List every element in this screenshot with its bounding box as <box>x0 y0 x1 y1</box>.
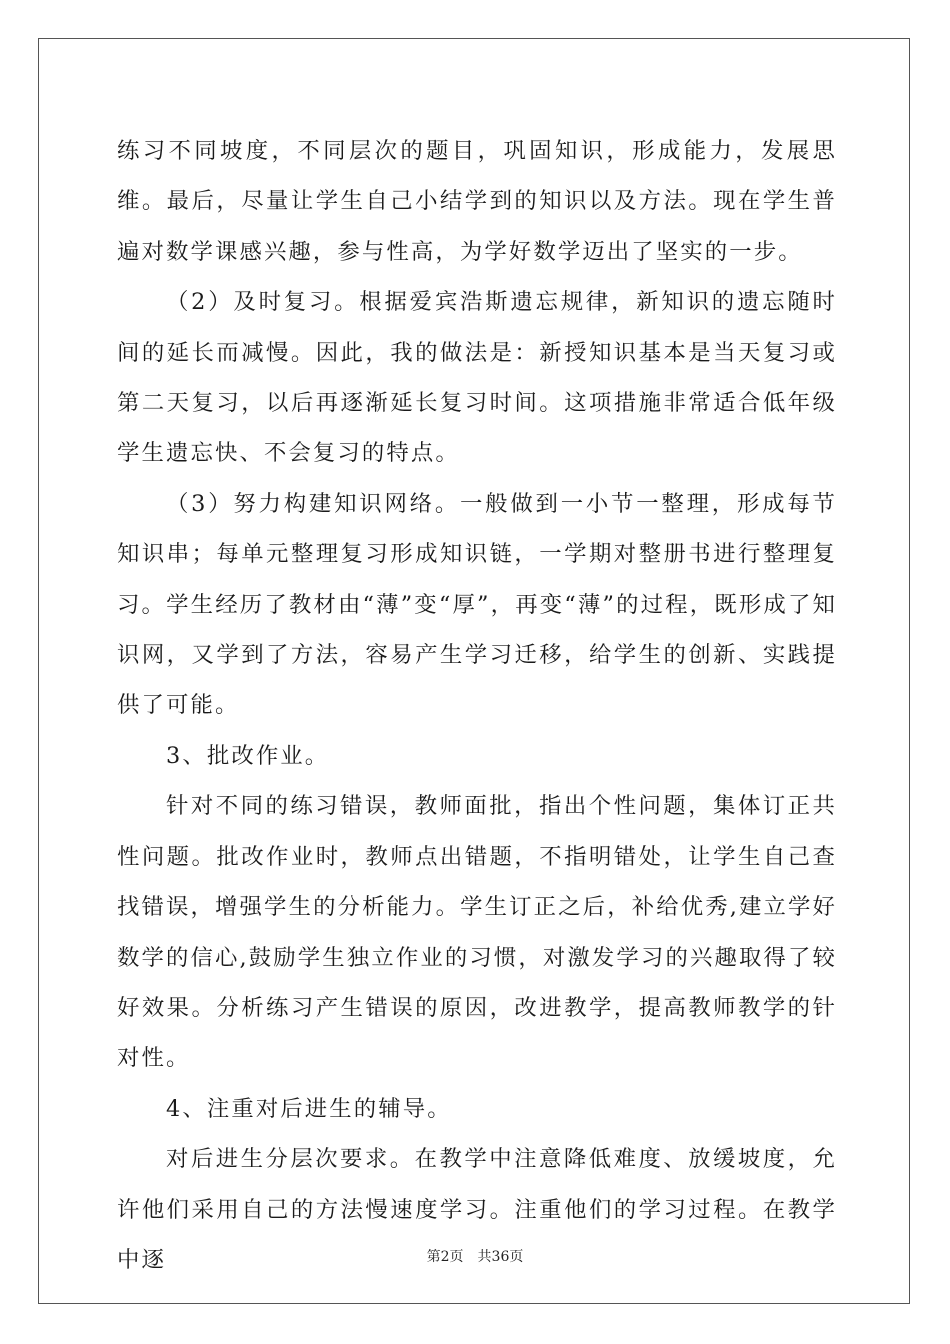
section-heading: 3、批改作业。 <box>166 742 330 769</box>
paragraph: 针对不同的练习错误，教师面批，指出个性问题，集体订正共性问题。批改作业时，教师点出错题，不指明错处，让学生自己查找错误，增强学生的分析能力。学生订正之后，补给优秀,建立学好数学的信心,鼓励学生独立作业的习惯，对激发学习的兴趣取得了较好效果。分析练习产生错误的原因，改进教学，提高教师教学的针对性。 <box>117 793 837 1072</box>
paragraph: 练习不同坡度，不同层次的题目，巩固知识，形成能力，发展思维。最后，尽量让学生自己小结学到的知识以及方法。现在学生普遍对数学课感兴趣，参与性高，为学好数学迈出了坚实的一步。 <box>117 138 837 265</box>
document-body <box>117 126 837 1285</box>
paragraph: （3）努力构建知识网络。一般做到一小节一整理，形成每节知识串；每单元整理复习形成知识链，一学期对整册书进行整理复习。学生经历了教材由“薄”变“厚”，再变“薄”的过程，既形成了知识网，又学到了方法，容易产生学习迁移，给学生的创新、实践提供了可能。 <box>117 490 837 719</box>
paragraph: 对后进生分层次要求。在教学中注意降低难度、放缓坡度，允许他们采用自己的方法慢速度学习。注重他们的学习过程。在教学中逐 <box>117 1146 837 1273</box>
page-number-footer: 第2页 共36页 <box>426 1249 524 1265</box>
paragraph: （2）及时复习。根据爱宾浩斯遗忘规律，新知识的遗忘随时间的延长而减慢。因此，我的做法是：新授知识基本是当天复习或第二天复习，以后再逐渐延长复习时间。这项措施非常适合低年级学生遗忘快、不会复习的特点。 <box>117 289 837 467</box>
section-heading: 4、注重对后进生的辅导。 <box>166 1095 452 1122</box>
